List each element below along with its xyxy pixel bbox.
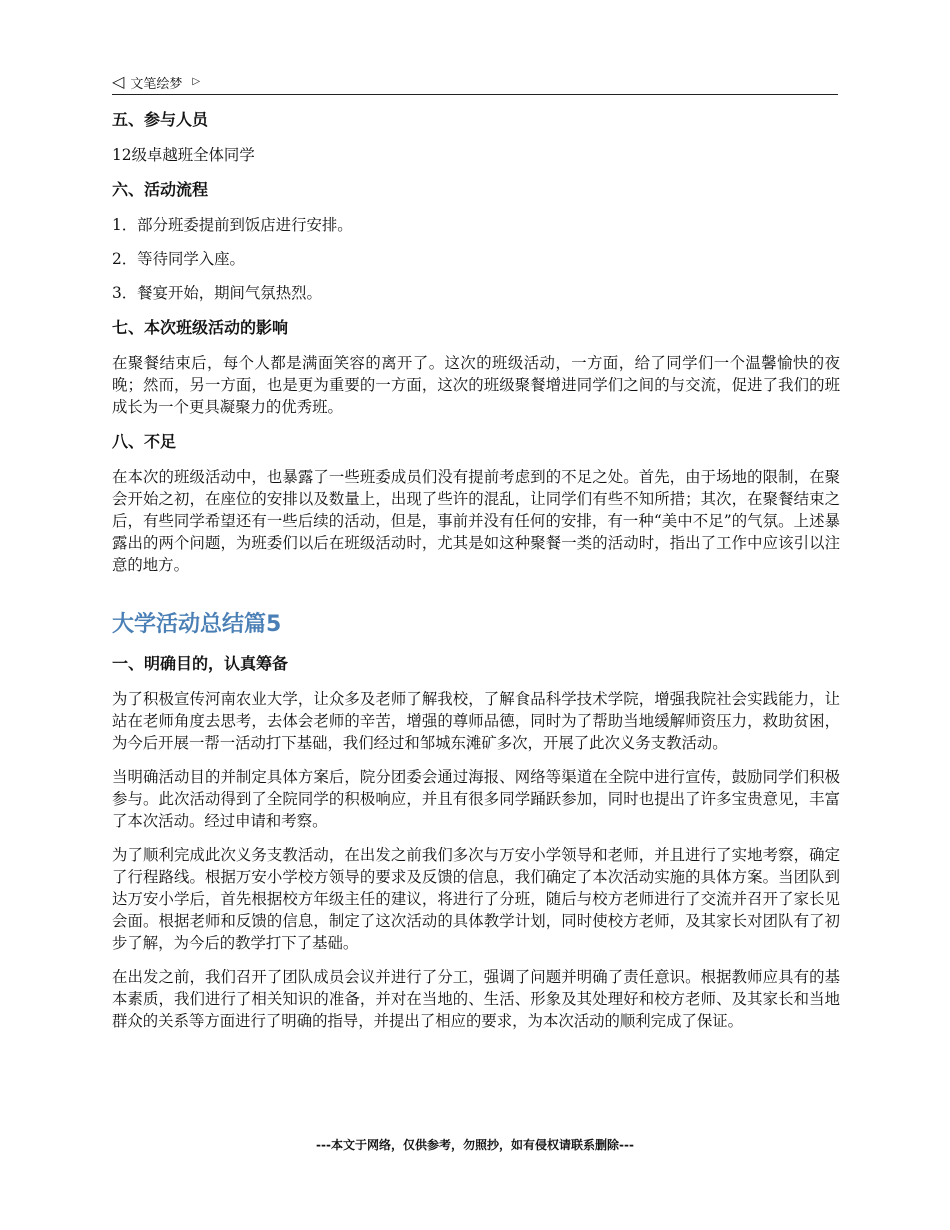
section-paragraph: 为了顺利完成此次义务支教活动，在出发之前我们多次与万安小学领导和老师，并且进行了实地考察，确定了行程路线。根据万安小学校方领导的要求及反馈的信息，我们确定了本次活动实施的具体方案。当团队到达万安小学后，首先根据校方年级主任的建议，将进行了分班，随后与校方老师进行了交流并召开了家长见会面。根据老师和反馈的信息，制定了这次活动的具体教学计划，同时使校方老师，及其家长对团队有了初步了解，为今后的教学打下了基础。 — [112, 846, 840, 952]
section-heading: 一、明确目的，认真筹备 — [112, 654, 289, 673]
header-title: 文笔绘梦 — [130, 76, 183, 92]
section-paragraph: 在本次的班级活动中，也暴露了一些班委成员们没有提前考虑到的不足之处。首先，由于场地的限制，在聚会开始之初，在座位的安排以及数量上，出现了些许的混乱，让同学们有些不知所措；其次，在聚餐结束之后，有些同学希望还有一些后续的活动，但是，事前并没有任何的安排，有一种“美中不足”的气氛。上述暴露出的两个问题，为班委们以后在班级活动时，尤其是如这种聚餐一类的活动时，指出了工作中应该引以注意的地方。 — [112, 468, 840, 574]
article-title: 大学活动总结篇5 — [112, 612, 282, 637]
triangle-right-icon: ▷ — [192, 76, 201, 87]
list-item: 2．等待同学入座。 — [112, 250, 245, 268]
list-item: 1．部分班委提前到饭店进行安排。 — [112, 216, 353, 234]
section-paragraph: 12级卓越班全体同学 — [112, 146, 255, 164]
section-heading: 五、参与人员 — [112, 110, 209, 129]
page-header — [112, 70, 838, 95]
section-heading: 八、不足 — [112, 432, 177, 451]
section-paragraph: 为了积极宣传河南农业大学，让众多及老师了解我校，了解食品科学技术学院，增强我院社会实践能力，让站在老师角度去思考，去体会老师的辛苦，增强的尊师品德，同时为了帮助当地缓解师资压力，救助贫困，为今后开展一帮一活动打下基础，我们经过和邹城东滩矿多次，开展了此次义务支教活动。 — [112, 690, 840, 752]
section-paragraph: 在聚餐结束后，每个人都是满面笑容的离开了。这次的班级活动，一方面，给了同学们一个温馨愉快的夜晚；然而，另一方面，也是更为重要的一方面，这次的班级聚餐增进同学们之间的与交流，促进了我们的班成长为一个更具凝聚力的优秀班。 — [112, 354, 840, 416]
section-paragraph: 当明确活动目的并制定具体方案后，院分团委会通过海报、网络等渠道在全院中进行宣传，鼓励同学们积极参与。此次活动得到了全院同学的积极响应，并且有很多同学踊跃参加，同时也提出了许多宝贵意见，丰富了本次活动。经过申请和考察。 — [112, 768, 840, 830]
list-item: 3．餐宴开始，期间气氛热烈。 — [112, 284, 322, 302]
section-paragraph: 在出发之前，我们召开了团队成员会议并进行了分工，强调了问题并明确了责任意识。根据教师应具有的基本素质，我们进行了相关知识的准备，并对在当地的、生活、形象及其处理好和校方老师、及其家长和当地群众的关系等方面进行了明确的指导，并提出了相应的要求，为本次活动的顺利完成了保证。 — [112, 968, 840, 1030]
section-heading: 七、本次班级活动的影响 — [112, 318, 289, 337]
document-body — [112, 108, 840, 1044]
page-footer: ---本文于网络，仅供参考，勿照抄，如有侵权请联系删除--- — [316, 1138, 634, 1152]
triangle-left-icon: ◁ — [112, 72, 125, 91]
section-heading: 六、活动流程 — [112, 180, 209, 199]
